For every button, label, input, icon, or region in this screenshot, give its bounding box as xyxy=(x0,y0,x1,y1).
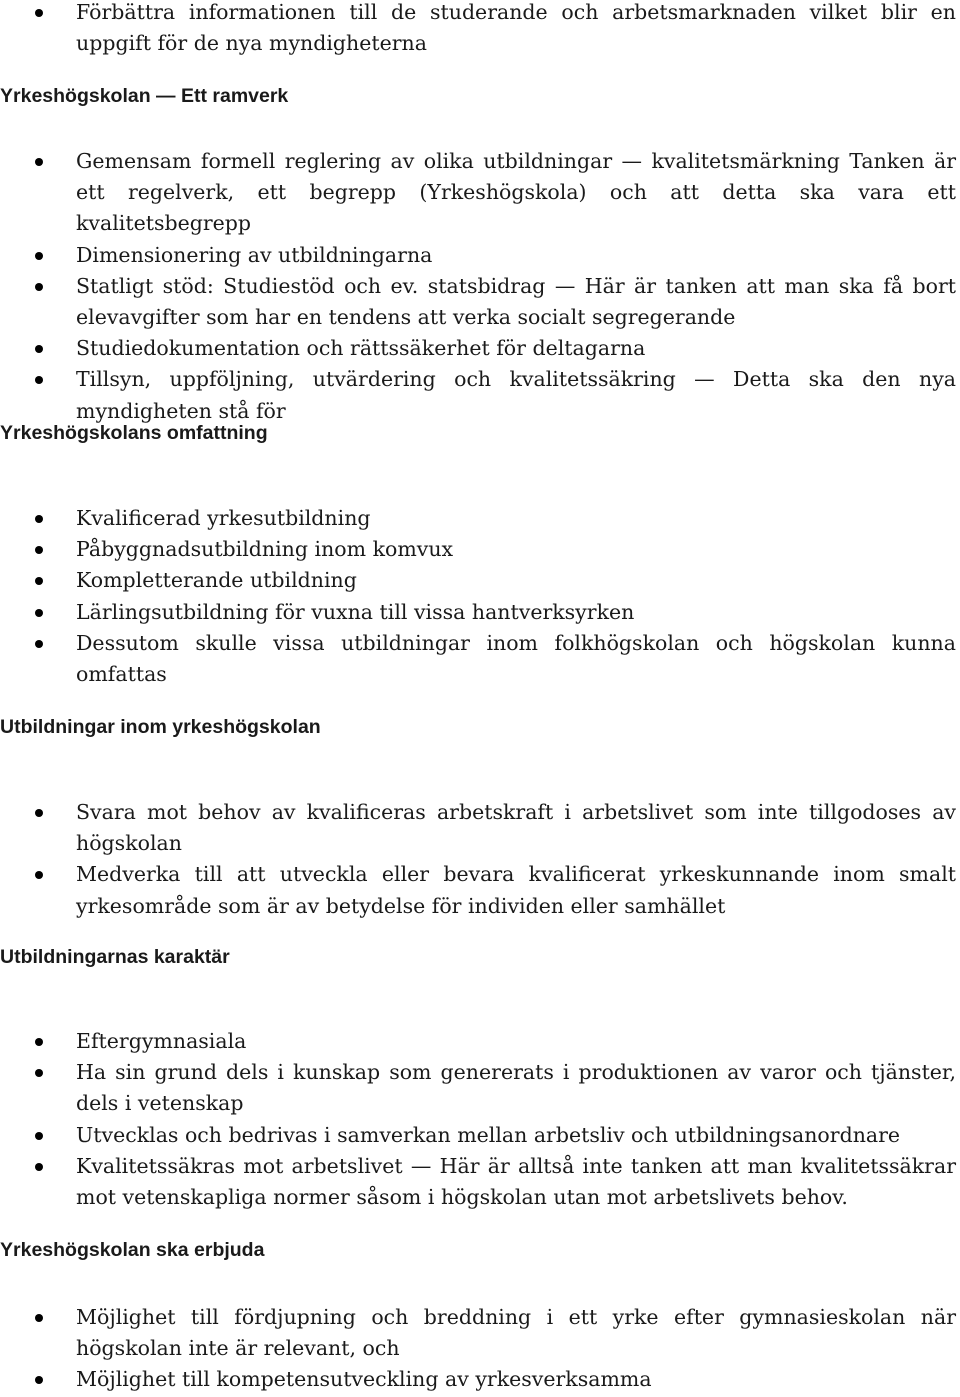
bullet-icon xyxy=(35,9,43,17)
bullet-icon xyxy=(35,515,43,523)
list-item: Möjlighet till kompetensutveckling av yrkesverksamma xyxy=(0,1364,960,1395)
list-item: Möjlighet till fördjupning och breddning i ett yrke efter gymnasieskolan när högskolan inte är relevant, och xyxy=(0,1302,960,1364)
list-item: Förbättra informationen till de studerande och arbetsmarknaden vilket blir en uppgift för de nya myndigheterna xyxy=(0,0,960,59)
list-item: Svara mot behov av kvalificeras arbetskraft i arbetslivet som inte tillgodoses av högskolan xyxy=(0,797,960,859)
omfattning-bullet-list xyxy=(0,503,960,690)
bullet-icon xyxy=(35,283,43,291)
list-item: Dessutom skulle vissa utbildningar inom folkhögskolan och högskolan kunna omfattas xyxy=(0,628,960,690)
bullet-icon xyxy=(35,1069,43,1077)
list-item: Eftergymnasiala xyxy=(0,1026,960,1057)
list-item: Utvecklas och bedrivas i samverkan mellan arbetsliv och utbildningsanordnare xyxy=(0,1120,960,1151)
bullet-icon xyxy=(35,252,43,260)
list-item: Påbyggnadsutbildning inom komvux xyxy=(0,534,960,565)
bullet-icon xyxy=(35,577,43,585)
utbildningar-bullet-list xyxy=(0,797,960,922)
list-item: Kvalitetssäkras mot arbetslivet — Här är alltså inte tanken att man kvalitetssäkrar mot vetenskapliga normer såsom i högskolan utan mot arbetslivets behov. xyxy=(0,1151,960,1213)
section-heading: Yrkeshögskolan ska erbjuda xyxy=(0,1239,265,1261)
list-item: Kompletterande utbildning xyxy=(0,565,960,596)
karaktar-bullet-list xyxy=(0,1026,960,1213)
section-heading: Utbildningar inom yrkeshögskolan xyxy=(0,716,321,738)
list-item: Medverka till att utveckla eller bevara kvalificerat yrkeskunnande inom smalt yrkesområde som är av betydelse för individen eller samhället xyxy=(0,859,960,921)
list-item: Gemensam formell reglering av olika utbildningar — kvalitetsmärkning Tanken är ett regelverk, ett begrepp (Yrkeshögskola) och att detta ska vara ett kvalitetsbegrepp xyxy=(0,146,960,240)
bullet-icon xyxy=(35,1314,43,1322)
section-heading: Yrkeshögskolans omfattning xyxy=(0,422,268,444)
list-item: Dimensionering av utbildningarna xyxy=(0,240,960,271)
bullet-icon xyxy=(35,1132,43,1140)
section-heading: Utbildningarnas karaktär xyxy=(0,946,230,968)
bullet-icon xyxy=(35,871,43,879)
bullet-icon xyxy=(35,345,43,353)
list-item: Statligt stöd: Studiestöd och ev. statsbidrag — Här är tanken att man ska få bort elevavgifter som har en tendens att verka socialt segregerande xyxy=(0,271,960,333)
list-item: Ha sin grund dels i kunskap som genererats i produktionen av varor och tjänster, dels i vetenskap xyxy=(0,1057,960,1119)
bullet-icon xyxy=(35,1376,43,1384)
bullet-icon xyxy=(35,158,43,166)
section-heading: Yrkeshögskolan — Ett ramverk xyxy=(0,85,289,107)
bullet-icon xyxy=(35,376,43,384)
ramverk-bullet-list xyxy=(0,146,960,427)
bullet-icon xyxy=(35,1163,43,1171)
list-item: Studiedokumentation och rättssäkerhet för deltagarna xyxy=(0,333,960,364)
erbjuda-bullet-list xyxy=(0,1302,960,1396)
intro-bullet-list xyxy=(0,0,960,59)
list-item: Tillsyn, uppföljning, utvärdering och kvalitetssäkring — Detta ska den nya myndigheten stå för xyxy=(0,364,960,426)
list-item: Kvalificerad yrkesutbildning xyxy=(0,503,960,534)
bullet-icon xyxy=(35,1038,43,1046)
bullet-icon xyxy=(35,640,43,648)
bullet-icon xyxy=(35,609,43,617)
bullet-icon xyxy=(35,546,43,554)
bullet-icon xyxy=(35,809,43,817)
list-item: Lärlingsutbildning för vuxna till vissa hantverksyrken xyxy=(0,597,960,628)
